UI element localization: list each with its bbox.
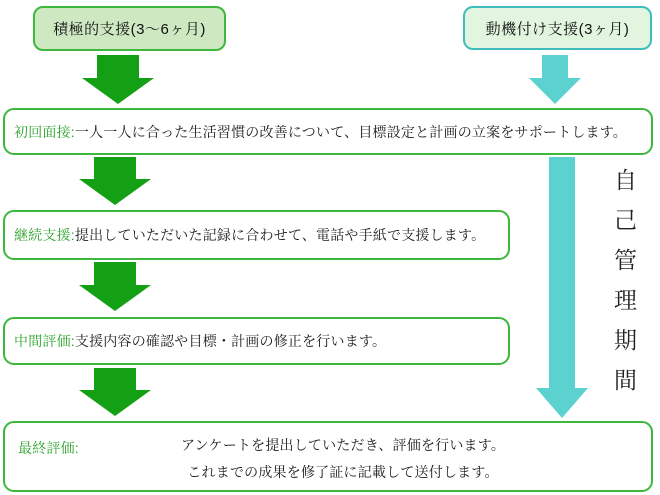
arrow-stem: [549, 157, 575, 388]
arrow-head: [79, 179, 151, 205]
arrow-head: [79, 285, 151, 311]
step-interim-evaluation: [3, 317, 510, 365]
arrow-stem: [542, 55, 568, 78]
motivational-support-title: 動機付け支援(3ヶ月): [485, 20, 630, 38]
arrow-stem: [94, 368, 136, 390]
step-body: 支援内容の確認や目標・計画の修正を行います。: [74, 333, 387, 349]
down-arrow-icon: [79, 368, 151, 416]
motivational-support-box: [463, 6, 652, 50]
down-arrow-icon: [79, 262, 151, 311]
arrow-head: [79, 390, 151, 416]
step-body-line: アンケートを提出していただき、評価を行います。: [180, 437, 506, 453]
step-body-line: これまでの成果を修了証に記載して送付します。: [187, 464, 499, 480]
down-arrow-icon: [82, 55, 154, 104]
active-support-title: 積極的支援(3〜6ヶ月): [53, 21, 206, 38]
arrow-stem: [94, 157, 136, 179]
step-continuous-support: [3, 210, 510, 260]
step-label: 初回面接:: [14, 123, 75, 140]
self-management-period-label: 自己管理期間: [611, 168, 637, 408]
step-body: 一人一人に合った生活習慣の改善について、目標設定と計画の立案をサポートします。: [74, 123, 628, 140]
teal-down-arrow-icon: [529, 55, 581, 104]
step-body-lines: [5, 432, 651, 486]
step-label: 中間評価:: [14, 333, 75, 349]
step-final-evaluation: [3, 421, 653, 492]
teal-long-down-arrow-icon: [536, 157, 588, 418]
step-initial-interview: [3, 108, 653, 155]
arrow-stem: [97, 55, 139, 78]
step-label: 継続支援:: [14, 227, 75, 243]
arrow-stem: [94, 262, 136, 285]
active-support-box: [33, 6, 226, 51]
step-label: 最終評価:: [18, 440, 79, 456]
arrow-head: [536, 388, 588, 418]
arrow-head: [529, 78, 581, 104]
down-arrow-icon: [79, 157, 151, 205]
step-body: 提出していただいた記録に合わせて、電話や手紙で支援します。: [74, 227, 486, 243]
arrow-head: [82, 78, 154, 104]
